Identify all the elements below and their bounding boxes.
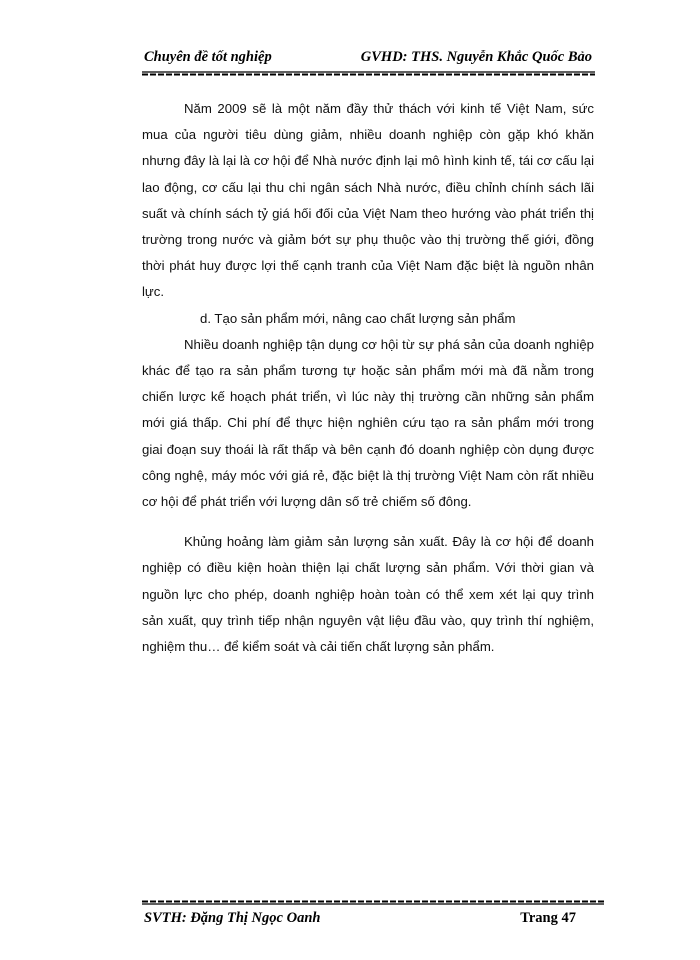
paragraph-spacer xyxy=(142,515,594,529)
paragraph-quality: Khủng hoảng làm giảm sản lượng sản xuất. Đây là cơ hội để doanh nghiệp có điều kiện hoàn thiện lại chất lượng sản phẩm. Với thời gian và nguồn lực cho phép, doanh nghiệp hoàn toàn có thể xem xét lại quy trình sản xuất, quy trình tiếp nhận nguyên vật liệu đầu vào, quy trình thí nghiệm, nghiệm thu… để kiểm soát và cải tiến chất lượng sản phẩm. xyxy=(142,534,594,655)
paragraph-economy-2009: Năm 2009 sẽ là một năm đầy thử thách với kinh tế Việt Nam, sức mua của người tiêu dùng giảm, nhiều doanh nghiệp còn gặp khó khăn nhưng đây là lại là cơ hội để Nhà nước định lại mô hình kinh tế, tái cơ cấu lại lao động, cơ cấu lại thu chi ngân sách Nhà nước, điều chỉnh chính sách lãi suất và chính sách tỷ giá hối đối của Việt Nam theo hướng vào phát triển thị trường trong nước và giảm bớt sự phụ thuộc vào thị trường thế giới, đồng thời phát huy được lợi thế cạnh tranh của Việt Nam đặc biệt là nguồn nhân lực. xyxy=(142,101,594,300)
page-number: Trang 47 xyxy=(520,910,576,926)
header-document-type: Chuyên đề tốt nghiệp xyxy=(144,49,272,65)
footer-rule xyxy=(142,900,604,905)
paragraph-new-products: Nhiều doanh nghiệp tận dụng cơ hội từ sự phá sản của doanh nghiệp khác để tạo ra sản phẩm tương tự hoặc sản phẩm mới mà đã nằm trong chiến lược kế hoạch phát triển, vì lúc này thị trường cần những sản phẩm mới giá thấp. Chi phí để thực hiện nghiên cứu tạo ra sản phẩm mới trong giai đoạn suy thoái là rất thấp và bên cạnh đó doanh nghiệp còn dụng được công nghệ, máy móc với giá rẻ, đặc biệt là thị trường Việt Nam còn rất nhiều cơ hội để phát triển với lượng dân số trẻ chiếm số đông. xyxy=(142,336,594,510)
header-rule xyxy=(142,71,595,76)
header-supervisor: GVHD: THS. Nguyễn Khắc Quốc Bảo xyxy=(360,49,592,65)
document-body xyxy=(142,96,594,660)
section-heading-d: d. Tạo sản phẩm mới, nâng cao chất lượng sản phẩm xyxy=(200,310,516,326)
page-footer xyxy=(142,910,594,932)
page-header xyxy=(142,49,594,71)
footer-student: SVTH: Đặng Thị Ngọc Oanh xyxy=(144,910,321,926)
